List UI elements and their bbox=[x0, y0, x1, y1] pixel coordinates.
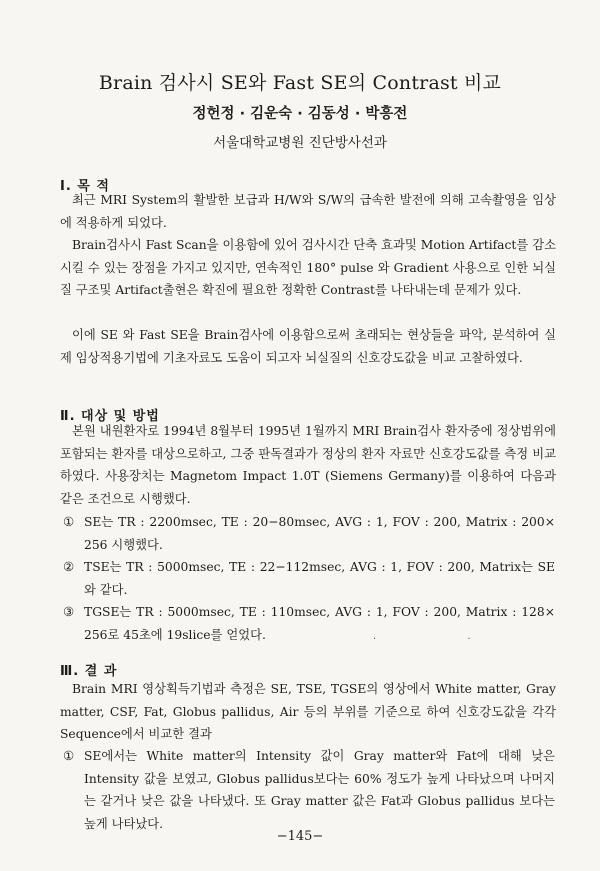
methods-list-item bbox=[63, 511, 555, 556]
list-item-text: TSE는 TR : 5000msec, TE : 22−112msec, AVG : 1, FOV : 200, Matrix는 SE와 같다. bbox=[84, 560, 555, 597]
purpose-paragraph-1: 최근 MRI System의 활발한 보급과 H/W와 S/W의 급속한 발전에 의해 고속촬영을 임상에 적용하게 되었다. bbox=[60, 193, 556, 230]
list-marker: ① bbox=[63, 749, 75, 763]
list-item-text: SE는 TR : 2200msec, TE : 20−80msec, AVG : 1, FOV : 200, Matrix : 200× 256 시행했다. bbox=[84, 515, 555, 552]
results-paragraph-1: Brain MRI 영상획득기법과 측정은 SE, TSE, TGSE의 영상에서 White matter, Gray matter, CSF, Fat, Globus pallidus, Air 등의 부위를 기준으로 하여 신호강도값을 각각 Sequence에서 비교한 결과 bbox=[60, 682, 556, 742]
list-marker: ③ bbox=[63, 605, 75, 619]
paper-title: Brain 검사시 SE와 Fast SE의 Contrast 비교 bbox=[98, 72, 502, 94]
list-item-text: SE에서는 White matter의 Intensity 값이 Gray matter와 Fat에 대해 낮은 Intensity 값을 보였고, Globus pallidus보다는 60% 정도가 높게 나타났으며 나머지는 같거나 낮은 값을 나타냈다. 또 Gray matter 값은 Fat과 Globus pallidus 보다는 높게 나타났다. bbox=[84, 749, 555, 831]
purpose-paragraph-2: Brain검사시 Fast Scan을 이용함에 있어 검사시간 단축 효과및 Motion Artifact를 감소시킬 수 있는 장점을 가지고 있지만, 연속적인 180° pulse 와 Gradient 사용으로 인한 뇌실질 구조및 Artifact출현은 확진에 필요한 정확한 Contrast를 나타내는데 문제가 있다. bbox=[60, 238, 556, 298]
list-marker: ② bbox=[63, 560, 75, 574]
section-heading-results: Ⅲ. 결 과 bbox=[60, 664, 118, 679]
methods-paragraph-1: 본원 내원환자로 1994년 8월부터 1995년 1월까지 MRI Brain검사 환자중에 정상범위에 포함되는 환자를 대상으로하고, 그중 판독결과가 정상의 환자 자료만 신호강도값를 측정 비교하였다. 사용장치는 Magnetom Impact 1.0T (Siemens Germany)를 이용하여 다음과 같은 조건으로 시행했다. bbox=[60, 424, 556, 506]
list-marker: ① bbox=[63, 515, 75, 529]
purpose-paragraph-3: 이에 SE 와 Fast SE을 Brain검사에 이용함으로써 초래되는 현상들을 파악, 분석하여 실제 임상적용기법에 기초자료도 도움이 되고자 뇌실질의 신호강도값을 비교 고찰하였다. bbox=[60, 328, 556, 365]
stray-marks: · · bbox=[373, 634, 515, 645]
list-item-text: TGSE는 TR : 5000msec, TE : 110msec, AVG : 1, FOV : 200, Matrix : 128× 256로 45초에 19slice를 얻었다. bbox=[84, 605, 555, 642]
section-heading-purpose: Ⅰ. 목 적 bbox=[60, 179, 110, 194]
author-list: 정헌정 · 김운숙 · 김동성 · 박흥전 bbox=[192, 106, 408, 122]
section-heading-methods: Ⅱ. 대상 및 방법 bbox=[60, 409, 160, 424]
results-list-item bbox=[63, 745, 555, 835]
page-number: −145− bbox=[276, 829, 324, 844]
methods-list-item bbox=[63, 556, 555, 601]
affiliation: 서울대학교병원 진단방사선과 bbox=[213, 135, 387, 151]
